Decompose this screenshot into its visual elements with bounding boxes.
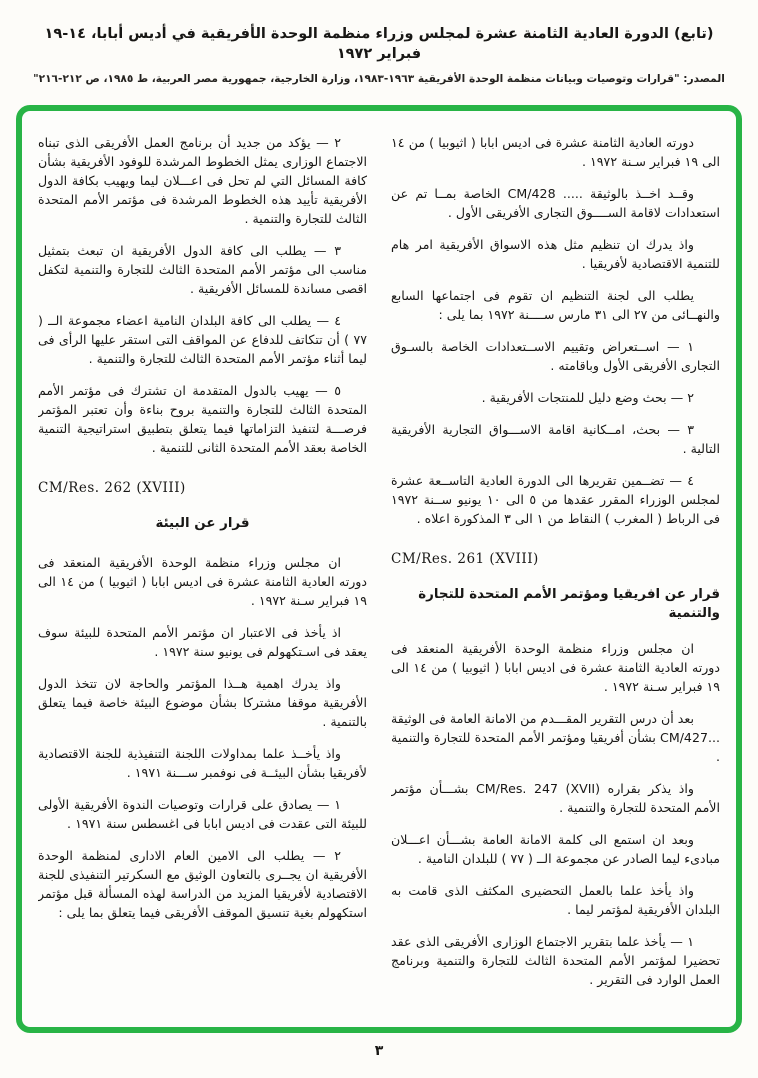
page-number: ٣ (374, 1042, 384, 1059)
paragraph: ٢ — يؤكد من جديد أن برنامج العمل الأفريقى الذى تبناه الاجتماع الوزارى يمثل الخطوط المرشدة للوفود الأفريقية بشأن كافة المسائل التي لم تحل فى اعـــلان ليما ويهيب بكافة الدول الأفريقية تأييد هذه الخطوط المرشدة فى مؤتمر الأمم المتحدة الثالث للتجارة والتنمية . (38, 134, 367, 226)
session-title: (تابع) الدورة العادية الثامنة عشرة لمجلس وزراء منظمة الوحدة الأفريقية في أديس أبابا، ١٤-١٩ فبراير ١٩٧٢ (44, 26, 714, 63)
paragraph: ٣ — يطلب الى كافة الدول الأفريقية ان تبعث بتمثيل مناسب الى مؤتمر الأمم المتحدة الثالث للتجارة والتنمية لتكفل اقصى مساندة للمسائل الأفريقية . (38, 242, 367, 296)
paragraph: دورته العادية الثامنة عشرة فى اديس ابابا ( اثيوبيا ) من ١٤ الى ١٩ فبراير سـنة ١٩٧٢ . (391, 134, 720, 169)
paragraph: ١ — يأخذ علما بتقرير الاجتماع الوزارى الأفريقى الذى عقد تحضيرا لمؤتمر الأمم المتحدة الثالث للتجارة والتنمية وبرنامج العمل الوارد فى التقرير . (391, 933, 720, 987)
paragraph: يطلب الى لجنة التنظيم ان تقوم فى اجتماعها السابع والنهــائى من ٢٧ الى ٣١ مارس ســــنة ١٩٧٢ بما يلى : (391, 287, 720, 322)
paragraph: واذ يدرك ان تنظيم مثل هذه الاسواق الأفريقية امر هام للتنمية الاقتصادية لأفريقيا . (391, 236, 720, 271)
page-header (0, 0, 758, 85)
paragraph: ١ — يصادق على قرارات وتوصيات الندوة الأفريقية الأولى للبيئة التى عقدت فى اديس ابابا فى اغسطس سنة ١٩٧١ . (38, 796, 367, 831)
page-footer (0, 1043, 758, 1059)
paragraph: ٤ — يطلب الى كافة البلدان النامية اعضاء مجموعة الــ ( ٧٧ ) أن تتكاتف للدفاع عن المواقف التى استقر عليها الرأى فى ليما أثناء مؤتمر الأمم المتحدة الثالث للتجارة والتنمية . (38, 312, 367, 366)
resolution-title: قرار عن افريقيا ومؤتمر الأمم المتحدة للتجارة والتنمية (418, 586, 720, 621)
resolution-ref: CM/Res. 262 (XVIII) (38, 479, 186, 496)
paragraph: وقــد اخــذ بالوثيقة ..... CM/428 الخاصة بمــا تم عن استعدادات لاقامة الســــوق التجارى الأفريقى الأول . (391, 185, 720, 220)
source-line: المصدر: "قرارات وتوصيات وبيانات منظمة الوحدة الأفريقية ١٩٦٣-١٩٨٣، وزارة الخارجية، جمهورية مصر العربية، ط ١٩٨٥، ص ٢١٢-٢١٦" (33, 72, 725, 85)
paragraph: واذ يذكر بقراره CM/Res. 247 (XVII) بشـــأن مؤتمر الأمم المتحدة للتجارة والتنمية . (391, 780, 720, 815)
paragraph: بعد أن درس التقرير المقـــدم من الامانة العامة فى الوثيقة ...CM/427 بشأن أفريقيا ومؤتمر الأمم المتحدة للتجارة والتنمية . (391, 710, 720, 764)
paragraph: ٢ — يطلب الى الامين العام الادارى لمنظمة الوحدة الأفريقية ان يجــرى بالتعاون الوثيق مع السكرتير التنفيذى للجنة الاقتصادية لأفريقيا المزيد من الدراسة لهذه المسألة قبل مؤتمر استكهولم بغية تنسيق الموقف الأفريقى فيما يتعلق بما يلى : (38, 847, 367, 920)
paragraph: وبعد ان استمع الى كلمة الامانة العامة بشـــأن اعـــلان مبادىء ليما الصادر عن مجموعة الــ ( ٧٧ ) للبلدان النامية . (391, 831, 720, 866)
paragraph: ان مجلس وزراء منظمة الوحدة الأفريقية المنعقد فى دورته العادية الثامنة عشرة فى اديس ابابا ( اثيوبيا ) من ١٤ الى ١٩ فبراير سـنة ١٩٧٢ . (38, 554, 367, 608)
paragraph: ٥ — يهيب بالدول المتقدمة ان تشترك فى مؤتمر الأمم المتحدة الثالث للتجارة والتنمية بروح بناءة وأن تعتبر المؤتمر فرصـــة لتنفيذ التزاماتها فيما يتعلق بتطبيق استراتيجية التنمية الخاصة بعقد الأمم المتحدة الثانى للتنمية . (38, 382, 367, 455)
resolution-title: قرار عن البيئة (155, 515, 250, 531)
paragraph: ١ — اســتعراض وتقييم الاســتعدادات الخاصة بالسـوق التجارى الأفريقى الأول وباقامته . (391, 338, 720, 373)
column-right (391, 133, 720, 1017)
paragraph: واذ يأخذ علما بالعمل التحضيرى المكثف الذى قامت به البلدان الأفريقية لمؤتمر ليما . (391, 882, 720, 917)
column-left (38, 133, 367, 1017)
paragraph: اذ يأخذ فى الاعتبار ان مؤتمر الأمم المتحدة للبيئة سوف يعقد فى اسـتكهولم فى يونيو سنة ١٩٧٢ . (38, 624, 367, 659)
resolution-ref: CM/Res. 261 (XVIII) (391, 550, 539, 567)
paragraph: ٣ — بحث، امــكانية اقامة الاســـواق التجارية الأفريقية التالية . (391, 421, 720, 456)
paragraph: واذ يدرك اهمية هــذا المؤتمر والحاجة لان تتخذ الدول الأفريقية موقفا مشتركا بشأن موضوع البيئة خاصة فيما يتعلق بالتنمية . (38, 675, 367, 729)
paragraph: واذ يأخــذ علما بمداولات اللجنة التنفيذية للجنة الاقتصادية لأفريقيا بشأن البيئــة فى نوفمبر ســـنة ١٩٧١ . (38, 745, 367, 780)
paragraph: ٢ — بحث وضع دليل للمنتجات الأفريقية . (481, 389, 694, 405)
paragraph: ٤ — تضــمين تقريرها الى الدورة العادية التاســعة عشرة لمجلس الوزراء المقرر عقدها من ٥ الى ١٠ يونيو ســنة ١٩٧٢ فى الرباط ( المغرب ) النقاط من ١ الى ٣ المذكورة اعلاه . (391, 472, 720, 526)
green-frame (16, 105, 742, 1033)
paragraph: ان مجلس وزراء منظمة الوحدة الأفريقية المنعقد فى دورته العادية الثامنة عشرة فى اديس ابابا ( اثيوبيا ) من ١٤ الى ١٩ فبراير سـنة ١٩٧٢ . (391, 640, 720, 694)
